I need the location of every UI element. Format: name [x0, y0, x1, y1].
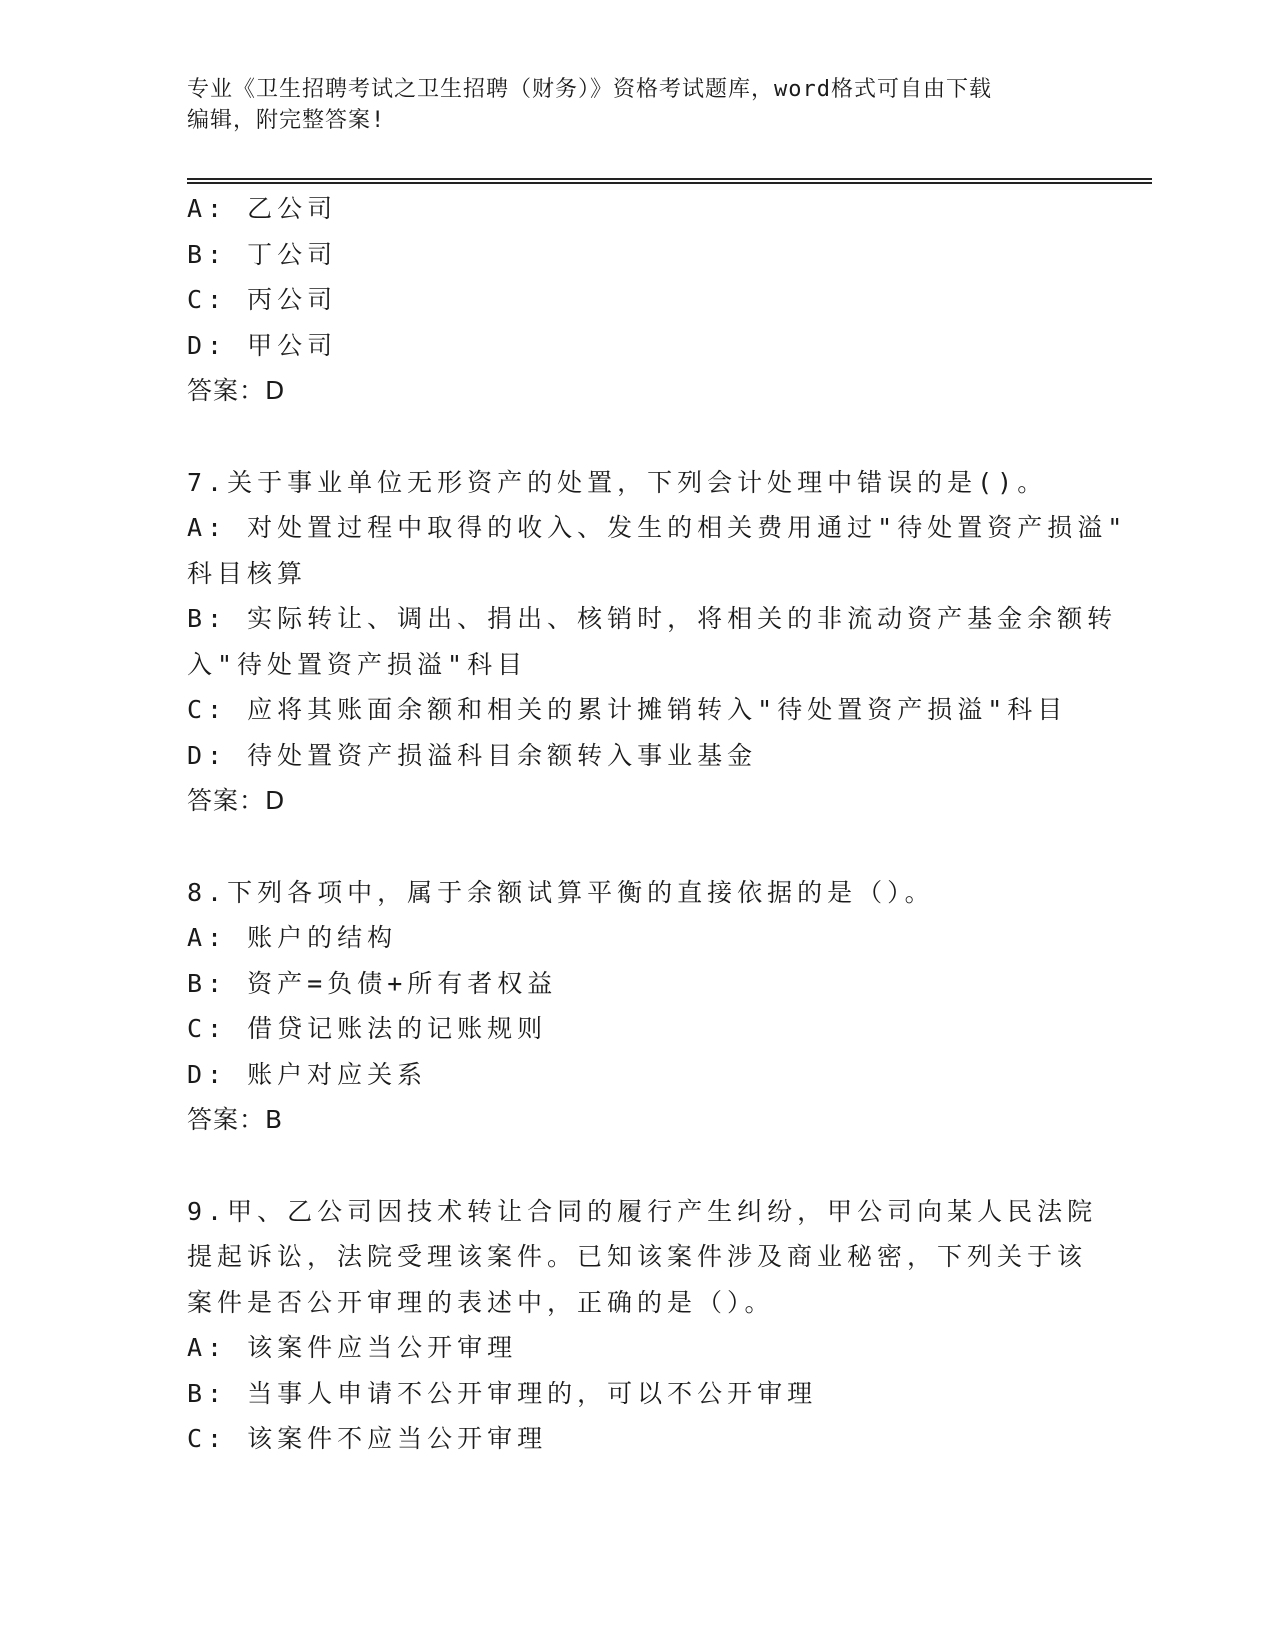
option-b: B: 丁公司	[187, 239, 338, 269]
option-d: D: 甲公司	[187, 330, 338, 360]
option-b-continued: 入"待处置资产损溢"科目	[187, 649, 528, 679]
option-d: D: 待处置资产损溢科目余额转入事业基金	[187, 740, 758, 770]
spacer	[187, 1143, 1087, 1189]
document-body	[187, 186, 1128, 1462]
option-c: C: 该案件不应当公开审理	[187, 1424, 548, 1453]
question-stem: 8.下列各项中，属于余额试算平衡的直接依据的是（）。	[187, 877, 935, 907]
question-9	[187, 1189, 1098, 1462]
option-a-continued: 科目核算	[187, 558, 308, 588]
header-divider	[187, 178, 1152, 184]
question-6	[187, 186, 1087, 414]
header-line-2: 编辑，附完整答案!	[187, 108, 386, 133]
answer-line: 答案：D	[187, 786, 286, 815]
option-b: B: 当事人申请不公开审理的，可以不公开审理	[187, 1378, 818, 1408]
spacer	[187, 414, 1087, 460]
question-stem-line-3: 案件是否公开审理的表述中，正确的是（）。	[187, 1287, 775, 1317]
option-c: C: 丙公司	[187, 285, 338, 314]
answer-line: 答案：B	[187, 1105, 284, 1134]
answer-line: 答案：D	[187, 376, 286, 405]
option-a: A: 该案件应当公开审理	[187, 1333, 518, 1362]
option-b: B: 实际转让、调出、捐出、核销时，将相关的非流动资产基金余额转	[187, 604, 1118, 633]
option-d: D: 账户对应关系	[187, 1059, 428, 1089]
option-c: C: 应将其账面余额和相关的累计摊销转入"待处置资产损溢"科目	[187, 695, 1068, 724]
header-line-1: 专业《卫生招聘考试之卫生招聘（财务）》资格考试题库，word格式可自由下载	[187, 77, 992, 102]
option-c: C: 借贷记账法的记账规则	[187, 1014, 548, 1043]
question-stem-line-1: 9.甲、乙公司因技术转让合同的履行产生纠纷，甲公司向某人民法院	[187, 1196, 1098, 1226]
option-a: A: 对处置过程中取得的收入、发生的相关费用通过"待处置资产损溢"	[187, 513, 1128, 542]
question-stem-line-2: 提起诉讼，法院受理该案件。已知该案件涉及商业秘密，下列关于该	[187, 1242, 1088, 1271]
question-8	[187, 870, 1087, 1143]
question-stem: 7.关于事业单位无形资产的处置，下列会计处理中错误的是()。	[187, 467, 1048, 497]
spacer	[187, 824, 1087, 870]
option-a: A: 账户的结构	[187, 923, 398, 952]
document-header	[187, 74, 1067, 136]
option-b: B: 资产=负债+所有者权益	[187, 968, 558, 998]
question-7	[187, 460, 1128, 824]
option-a: A: 乙公司	[187, 194, 338, 223]
